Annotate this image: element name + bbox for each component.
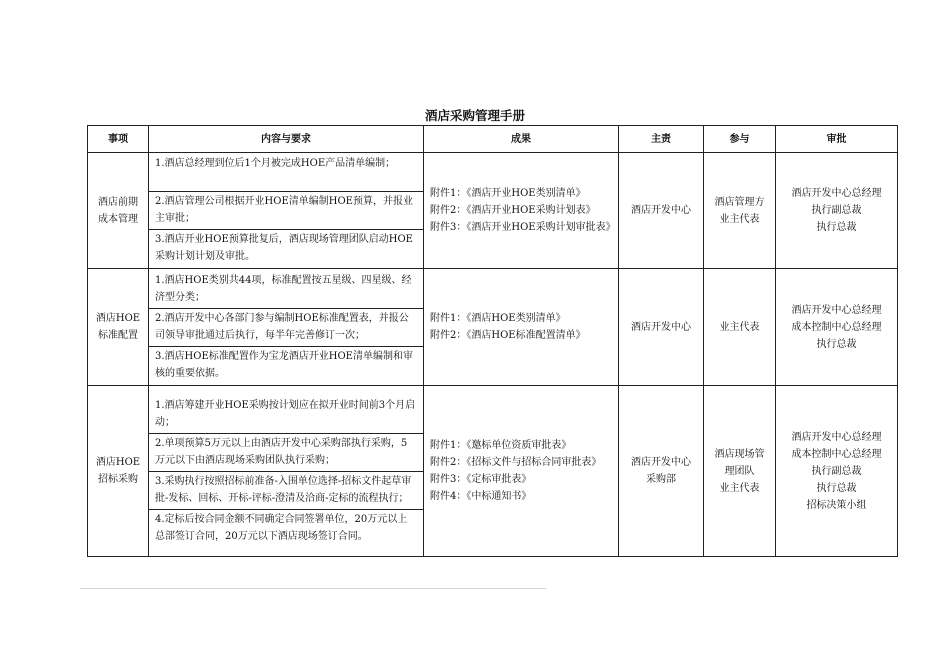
requirement-item: 1.酒店HOE类别共44项，标准配置按五星级、四星级、经济型分类； (149, 271, 423, 309)
participants-cell: 酒店管理方 业主代表 (704, 153, 776, 269)
approval-cell: 酒店开发中心总经理 成本控制中心总经理 执行副总裁 执行总裁 招标决策小组 (776, 386, 898, 557)
table-row (88, 269, 898, 386)
approval-cell: 酒店开发中心总经理 执行副总裁 执行总裁 (776, 153, 898, 269)
requirement-item: 2.酒店管理公司根据开业HOE清单编制HOE预算，并报业主审批； (149, 192, 423, 230)
header-outcomes: 成果 (424, 126, 619, 153)
header-owner: 主责 (619, 126, 704, 153)
participants-cell: 酒店现场管 理团队 业主代表 (704, 386, 776, 557)
header-item: 事项 (88, 126, 149, 153)
outcome-item: 附件2：《招标文件与招标合同审批表》 (430, 457, 602, 468)
owner-cell: 酒店开发中心 (619, 153, 704, 269)
requirement-item: 3.采购执行按照招标前准备-入围单位选择-招标文件起草审批-发标、回标、开标-评标-澄清及洽商-定标的流程执行； (149, 472, 423, 510)
header-participants: 参与 (704, 126, 776, 153)
requirement-item: 1.酒店总经理到位后1个月被完成HOE产品清单编制； (149, 154, 423, 192)
page-title: 酒店采购管理手册 (424, 108, 525, 123)
outcome-item: 附件2：《酒店HOE标准配置清单》 (430, 330, 586, 341)
requirement-item: 3.酒店开业HOE预算批复后，酒店现场管理团队启动HOE采购计划计划及审批。 (155, 234, 413, 262)
requirement-item: 4.定标后按合同金额不同确定合同签署单位，20万元以上总部签订合同，20万元以下酒店现场签订合同。 (155, 513, 408, 542)
participants-cell: 业主代表 (704, 269, 776, 386)
header-requirements: 内容与要求 (149, 126, 424, 153)
table-row (88, 153, 898, 269)
outcome-item: 附件4：《中标通知书》 (430, 491, 532, 502)
approval-cell: 酒店开发中心总经理 成本控制中心总经理 执行总裁 (776, 269, 898, 386)
requirement-item: 2.单项预算5万元以上由酒店开发中心采购部执行采购，5万元以下由酒店现场采购团队执行采购； (149, 434, 423, 472)
table-header-row (88, 126, 898, 153)
requirement-item: 1.酒店筹建开业HOE采购按计划应在拟开业时间前3个月启动； (149, 396, 423, 434)
outcome-item: 附件1：《酒店HOE类别清单》 (430, 313, 566, 324)
outcome-item: 附件3：《酒店开业HOE采购计划审批表》 (430, 222, 616, 233)
outcomes-cell (424, 386, 619, 557)
item-cell: 酒店HOE 标准配置 (88, 269, 149, 386)
outcome-item: 附件2：《酒店开业HOE采购计划表》 (430, 205, 596, 216)
outcomes-cell (424, 153, 619, 269)
outcome-item: 附件1：《酒店开业HOE类别清单》 (430, 188, 586, 199)
outcomes-cell (424, 269, 619, 386)
owner-cell: 酒店开发中心 采购部 (619, 386, 704, 557)
requirements-cell (149, 269, 424, 386)
requirements-cell (149, 153, 424, 269)
item-cell: 酒店HOE 招标采购 (88, 386, 149, 557)
owner-cell: 酒店开发中心 (619, 269, 704, 386)
outcome-item: 附件3：《定标审批表》 (430, 474, 532, 485)
requirement-item: 2.酒店开发中心各部门参与编制HOE标准配置表，并报公司领导审批通过后执行，每半年完善修订一次； (149, 309, 423, 347)
header-approval: 审批 (776, 126, 898, 153)
requirement-item: 3.酒店HOE标准配置作为宝龙酒店开业HOE清单编制和审核的重要依据。 (155, 350, 413, 379)
table-row (88, 386, 898, 557)
outcome-item: 附件1：《邀标单位资质审批表》 (430, 440, 572, 451)
footer-divider (80, 588, 546, 589)
procurement-table (87, 125, 898, 557)
requirements-cell (149, 386, 424, 557)
item-cell: 酒店前期 成本管理 (88, 153, 149, 269)
